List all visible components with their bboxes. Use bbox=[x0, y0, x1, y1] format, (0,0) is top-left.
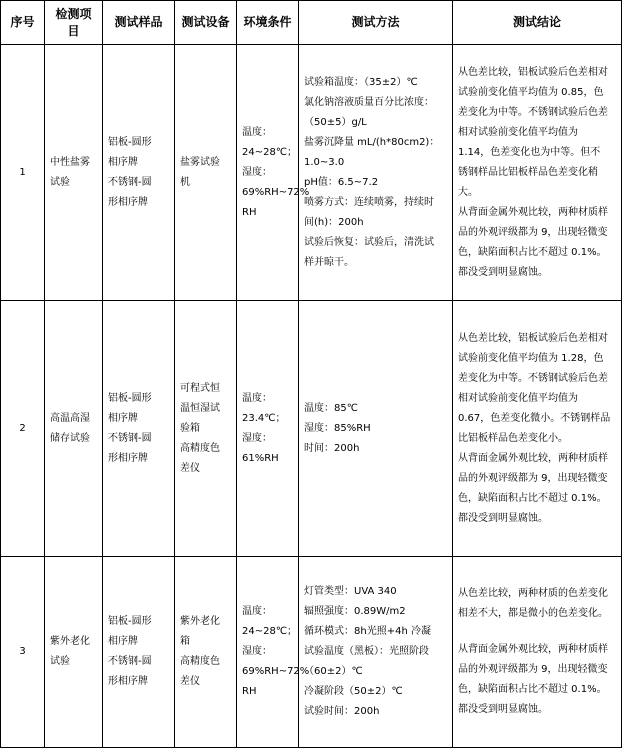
cell-line: 从色差比较，铝板试验后色差相对 bbox=[458, 66, 608, 78]
cell-line: 形相序牌 bbox=[108, 676, 148, 687]
cell-line: 形相序牌 bbox=[108, 196, 148, 208]
cell-line: 从背面金属外观比较，两种材质样 bbox=[458, 206, 608, 218]
cell-line: 温度： bbox=[242, 606, 272, 617]
cell-line: pH值：6.5~7.2 bbox=[304, 176, 379, 188]
table-row bbox=[1, 557, 622, 748]
cell-line: 循环模式：8h光照+4h 冷凝 bbox=[304, 626, 431, 637]
cell-line: 盐雾沉降量 mL/(h*80cm2)： bbox=[304, 136, 440, 148]
cell-line: 从背面金属外观比较，两种材质样 bbox=[458, 452, 608, 464]
equipment-cell bbox=[175, 557, 237, 748]
cell-line: 相对试验前变化值平均值为 bbox=[458, 392, 578, 404]
environment-cell bbox=[237, 557, 310, 748]
cell-line: 差仪 bbox=[180, 676, 200, 687]
environment-cell bbox=[237, 301, 299, 557]
cell-line: 锈钢样品比铝板样品色差变化稍 bbox=[458, 166, 598, 178]
cell-line: 比铝板样品色差变化小。 bbox=[458, 432, 568, 444]
header-index: 序号 bbox=[1, 1, 45, 45]
cell-line: 样并晾干。 bbox=[304, 256, 354, 268]
equipment-cell bbox=[175, 301, 237, 557]
cell-line: 61%RH bbox=[242, 452, 279, 464]
cell-line: 温恒湿试 bbox=[180, 402, 220, 414]
table-row bbox=[1, 45, 622, 301]
cell-line: 时间：200h bbox=[304, 442, 360, 454]
samples-cell bbox=[103, 557, 175, 748]
cell-line: 差仪 bbox=[180, 462, 200, 474]
cell-line: 紫外老化 bbox=[50, 636, 90, 647]
cell-line: 相序牌 bbox=[108, 636, 138, 647]
cell-line: 色，缺陷面积占比不超过 0.1%。 bbox=[458, 246, 607, 258]
cell-line: 0.67，色差变化微小。不锈钢样品 bbox=[458, 412, 611, 424]
cell-line: 不锈钢-圆 bbox=[108, 432, 152, 444]
cell-line: 冷凝阶段（50±2）℃ bbox=[304, 686, 403, 697]
cell-line: 温度： bbox=[242, 126, 272, 138]
equipment-cell bbox=[175, 45, 237, 301]
cell-line: 色，缺陷面积占比不超过 0.1%。 bbox=[458, 492, 607, 504]
cell-line: 机 bbox=[180, 176, 190, 188]
header-samples: 测试样品 bbox=[103, 1, 175, 45]
cell-line: 相对试验前变化值平均值为 bbox=[458, 126, 578, 138]
cell-line: （50±5）g/L bbox=[304, 116, 367, 128]
cell-line: 湿度： bbox=[242, 166, 272, 178]
cell-line: 紫外老化 bbox=[180, 616, 220, 627]
cell-line: 1.0~3.0 bbox=[304, 156, 345, 168]
cell-line: 形相序牌 bbox=[108, 452, 148, 464]
cell-line: 1.14，色差变化也为中等。但不 bbox=[458, 146, 601, 158]
cell-line: 湿度： bbox=[242, 646, 272, 657]
cell-line: 灯管类型：UVA 340 bbox=[304, 586, 397, 597]
cell-line: 温度：85℃ bbox=[304, 402, 358, 414]
cell-line: 盐雾试验 bbox=[180, 156, 220, 168]
cell-line: 高温高湿 bbox=[50, 412, 90, 424]
cell-line: 辐照强度：0.89W/m2 bbox=[304, 606, 406, 617]
cell-line: （60±2）℃ bbox=[304, 666, 363, 677]
samples-cell bbox=[103, 45, 175, 301]
method-cell bbox=[299, 45, 453, 301]
cell-line: 间(h)：200h bbox=[304, 216, 364, 228]
cell-line: 69%RH~72% bbox=[242, 666, 310, 677]
cell-line: 从色差比较，铝板试验后色差相对 bbox=[458, 332, 608, 344]
cell-line: 铝板-圆形 bbox=[108, 136, 152, 148]
cell-line: 不锈钢-圆 bbox=[108, 176, 152, 188]
cell-line: 都没受到明显腐蚀。 bbox=[458, 704, 548, 715]
cell-line: 差变化为中等。不锈钢试验后色差 bbox=[458, 106, 608, 118]
conclusion-cell bbox=[453, 557, 622, 748]
cell-line: 不锈钢-圆 bbox=[108, 656, 152, 667]
table-row bbox=[1, 301, 622, 557]
cell-line: 验箱 bbox=[180, 422, 200, 434]
header-method: 测试方法 bbox=[299, 1, 453, 45]
cell-line: 相序牌 bbox=[108, 156, 138, 168]
header-conclusion: 测试结论 bbox=[453, 1, 622, 45]
conclusion-cell bbox=[453, 301, 622, 557]
row-index: 3 bbox=[1, 557, 45, 748]
cell-line: 试验后恢复：试验后，清洗试 bbox=[304, 236, 434, 248]
header-equipment: 测试设备 bbox=[175, 1, 237, 45]
cell-line: 试验箱温度：（35±2）℃ bbox=[304, 76, 418, 88]
cell-line: 相差不大，都是微小的色差变化。 bbox=[458, 608, 608, 619]
cell-line: 都没受到明显腐蚀。 bbox=[458, 512, 548, 524]
cell-line: 都没受到明显腐蚀。 bbox=[458, 266, 548, 278]
cell-line: 铝板-圆形 bbox=[108, 616, 152, 627]
cell-line: 24~28℃； bbox=[242, 626, 298, 637]
cell-line: 氯化钠溶液质量百分比浓度： bbox=[304, 96, 434, 108]
cell-line: 铝板-圆形 bbox=[108, 392, 152, 404]
test-item-cell bbox=[45, 301, 103, 557]
cell-line: RH bbox=[242, 206, 257, 218]
cell-line: 试验前变化值平均值为 1.28，色 bbox=[458, 352, 604, 364]
cell-line: 从色差比较，两种材质的色差变化 bbox=[458, 588, 608, 599]
cell-line: RH bbox=[242, 686, 257, 697]
cell-line: 大。 bbox=[458, 186, 478, 198]
paragraph-gap bbox=[458, 624, 616, 640]
method-cell bbox=[299, 557, 453, 748]
header-environment: 环境条件 bbox=[237, 1, 299, 45]
cell-line: 69%RH~72% bbox=[242, 186, 310, 198]
cell-line: 差变化为中等。不锈钢试验后色差 bbox=[458, 372, 608, 384]
samples-cell bbox=[103, 301, 175, 557]
cell-line: 相序牌 bbox=[108, 412, 138, 424]
test-item-cell bbox=[45, 45, 103, 301]
cell-line: 高精度色 bbox=[180, 656, 220, 667]
cell-line: 品的外观评级都为 9，出现轻微变 bbox=[458, 226, 608, 238]
cell-line: 23.4℃； bbox=[242, 412, 286, 424]
test-item-cell bbox=[45, 557, 103, 748]
cell-line: 试验 bbox=[50, 656, 70, 667]
cell-line: 从背面金属外观比较，两种材质样 bbox=[458, 644, 608, 655]
cell-line: 喷雾方式：连续喷雾，持续时 bbox=[304, 196, 434, 208]
cell-line: 试验时间：200h bbox=[304, 706, 380, 717]
cell-line: 温度： bbox=[242, 392, 272, 404]
environment-cell bbox=[237, 45, 310, 301]
cell-line: 箱 bbox=[180, 636, 190, 647]
row-index: 1 bbox=[1, 45, 45, 301]
row-index: 2 bbox=[1, 301, 45, 557]
cell-line: 色，缺陷面积占比不超过 0.1%。 bbox=[458, 684, 607, 695]
cell-line: 品的外观评级都为 9，出现轻微变 bbox=[458, 472, 608, 484]
cell-line: 试验 bbox=[50, 176, 70, 188]
cell-line: 品的外观评级都为 9，出现轻微变 bbox=[458, 664, 608, 675]
cell-line: 高精度色 bbox=[180, 442, 220, 454]
cell-line: 可程式恒 bbox=[180, 382, 220, 394]
conclusion-cell bbox=[453, 45, 622, 301]
cell-line: 湿度： bbox=[242, 432, 272, 444]
cell-line: 储存试验 bbox=[50, 432, 90, 444]
cell-line: 湿度：85%RH bbox=[304, 422, 371, 434]
header-test-item: 检测项目 bbox=[45, 1, 103, 45]
method-cell bbox=[299, 301, 453, 557]
cell-line: 中性盐雾 bbox=[50, 156, 90, 168]
header-row bbox=[1, 1, 622, 45]
cell-line: 试验前变化值平均值为 0.85，色 bbox=[458, 86, 604, 98]
cell-line: 24~28℃； bbox=[242, 146, 298, 158]
cell-line: 试验温度（黑板）：光照阶段 bbox=[304, 646, 429, 657]
